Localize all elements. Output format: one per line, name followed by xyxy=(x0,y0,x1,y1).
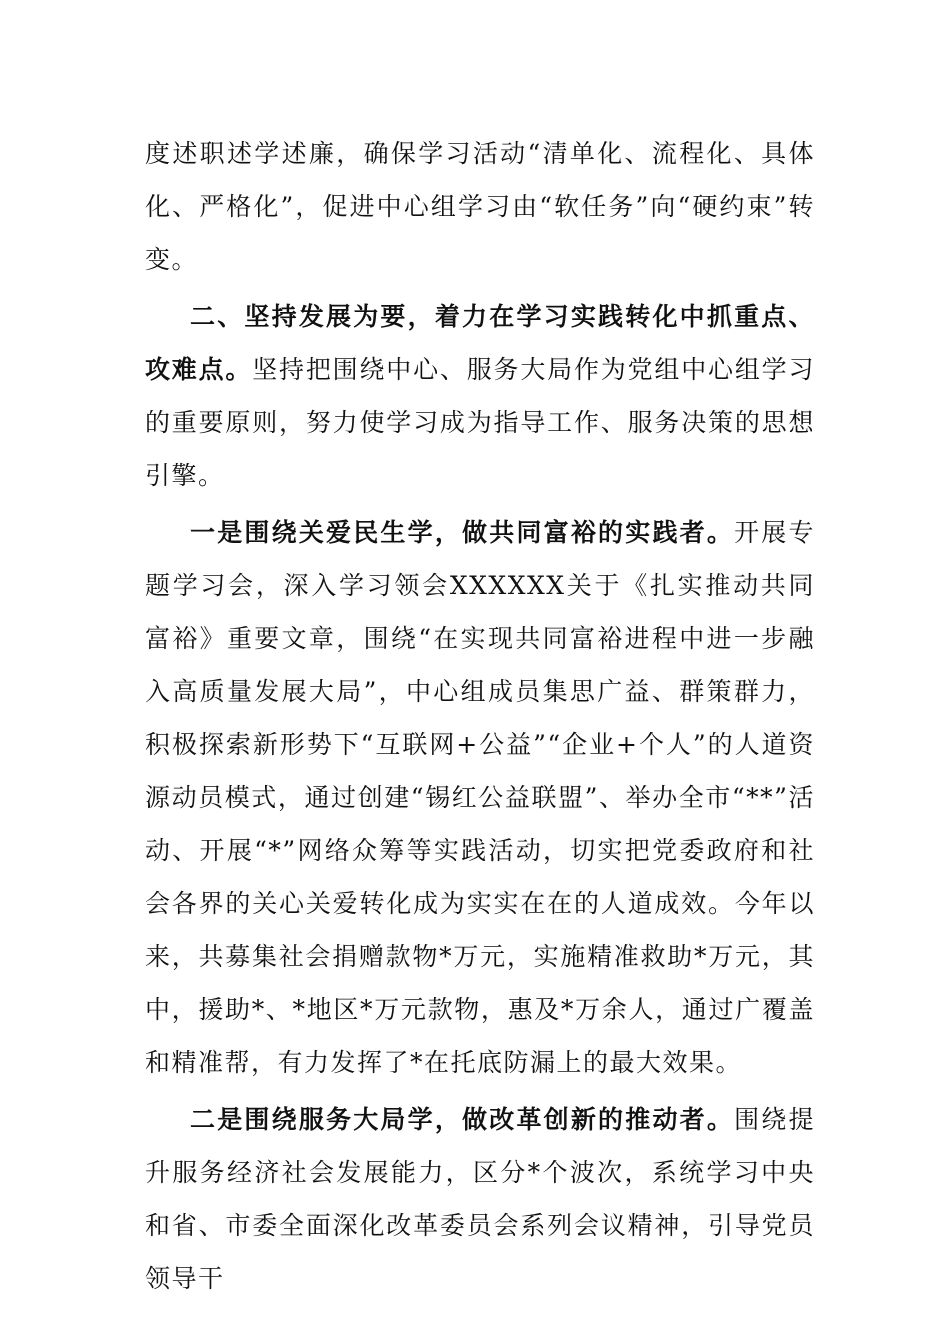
paragraph-point-one xyxy=(145,506,815,1089)
paragraph-text: 坚持把围绕中心、服务大局作为党组中心组学习的重要原则，努力使学习成为指导工作、服务决策的思想引擎。 xyxy=(145,355,815,490)
document-body xyxy=(145,127,815,1305)
paragraph-continuation xyxy=(145,127,815,286)
point-heading: 一是围绕关爱民生学，做共同富裕的实践者。 xyxy=(190,518,735,547)
paragraph-point-two xyxy=(145,1093,815,1305)
paragraph-section-two xyxy=(145,290,815,502)
paragraph-text: 围绕提升服务经济社会发展能力，区分*个波次，系统学习中央和省、市委全面深化改革委员会系列会议精神，引导党员领导干 xyxy=(145,1105,815,1293)
point-heading: 二是围绕服务大局学，做改革创新的推动者。 xyxy=(190,1105,735,1134)
section-heading: 二、坚持发展为要，着力在学习实践转化中抓重点、攻难点。 xyxy=(145,302,815,384)
paragraph-text: 开展专题学习会，深入学习领会XXXXXX关于《扎实推动共同富裕》重要文章，围绕“在实现共同富裕进程中进一步融入高质量发展大局”，中心组成员集思广益、群策群力，积极探索新形势下“互联网+公益”“企业+个人”的人道资源动员模式，通过创建“锡红公益联盟”、举办全市“**”活动、开展“*”网络众筹等实践活动，切实把党委政府和社会各界的关心关爱转化成为实实在在的人道成效。今年以来，共募集社会捐赠款物*万元，实施精准救助*万元，其中，援助*、*地区*万元款物，惠及*万余人，通过广覆盖和精准帮，有力发挥了*在托底防漏上的最大效果。 xyxy=(145,518,815,1077)
paragraph-text: 度述职述学述廉，确保学习活动“清单化、流程化、具体化、严格化”，促进中心组学习由“软任务”向“硬约束”转变。 xyxy=(145,139,815,274)
